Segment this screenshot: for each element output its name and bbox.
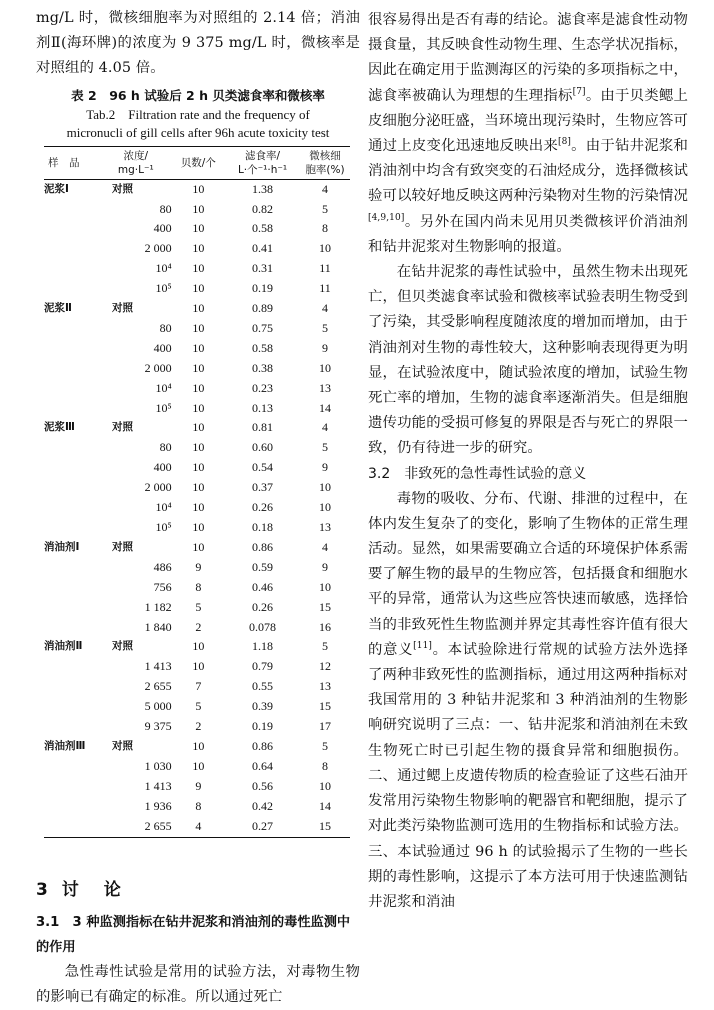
- table-row: [44, 677, 350, 697]
- micronucleus-rate-cell: 15: [319, 599, 332, 614]
- count-cell: 10: [192, 241, 205, 256]
- micronucleus-rate-cell: 16: [319, 619, 332, 634]
- micronucleus-rate-cell: 5: [322, 320, 329, 335]
- table-row: [44, 757, 350, 777]
- table-row: [44, 618, 350, 638]
- citation: [11]: [413, 641, 433, 652]
- filtration-rate-cell: 0.64: [252, 758, 274, 773]
- micronucleus-rate-cell: 4: [322, 301, 329, 316]
- concentration-cell: 10⁵: [155, 400, 172, 415]
- filtration-rate-cell: 0.39: [252, 699, 274, 714]
- filtration-rate-cell: 0.86: [252, 539, 274, 554]
- table-row: [44, 737, 350, 757]
- concentration-cell: 2 655: [100, 817, 172, 837]
- concentration-cell: 756: [153, 579, 172, 594]
- count-cell: 10: [192, 360, 205, 375]
- group-cell: [44, 219, 100, 239]
- micronucleus-rate-cell: 13: [319, 380, 332, 395]
- table-row: [44, 777, 350, 797]
- count-cell: 10: [192, 221, 205, 236]
- group-cell: [44, 379, 100, 399]
- micronucleus-rate-cell: 8: [322, 758, 329, 773]
- header-sample: 样 品: [44, 146, 100, 179]
- table-body: [44, 179, 350, 837]
- concentration-cell: 1 413: [144, 659, 172, 674]
- count-cell: 5: [195, 699, 202, 714]
- concentration-cell: 80: [159, 201, 172, 216]
- filtration-rate-cell: 0.23: [252, 380, 274, 395]
- table-title-cn: 表 2 96 h 试验后 2 h 贝类滤食率和微核率: [71, 87, 325, 103]
- group-cell: [44, 259, 100, 279]
- group-cell: [44, 618, 100, 638]
- micronucleus-rate-cell: 9: [322, 559, 329, 574]
- group-cell: [44, 817, 100, 837]
- concentration-cell: 80: [159, 440, 172, 455]
- table-row: [44, 299, 350, 319]
- table-row: [44, 458, 350, 478]
- group-cell: [44, 717, 100, 737]
- group-cell: 消油剂Ⅲ: [44, 739, 86, 752]
- micronucleus-rate-cell: 5: [322, 201, 329, 216]
- filtration-rate-cell: 0.42: [252, 798, 274, 813]
- group-cell: [44, 399, 100, 419]
- filtration-rate-cell: 0.38: [252, 360, 274, 375]
- micronucleus-rate-cell: 10: [319, 241, 332, 256]
- group-cell: 泥浆Ⅱ: [44, 302, 72, 315]
- micronucleus-rate-cell: 10: [319, 500, 332, 515]
- micronucleus-rate-cell: 11: [319, 281, 331, 296]
- count-cell: 10: [192, 738, 205, 753]
- table-title-en-line1: Tab.2 Filtration rate and the frequency of: [86, 106, 310, 122]
- count-cell: 10: [192, 440, 205, 455]
- filtration-rate-cell: 0.19: [252, 281, 274, 296]
- table-row: [44, 259, 350, 279]
- filtration-rate-cell: 0.58: [252, 221, 274, 236]
- subsection-3-1-title: 3.1 3 种监测指标在钻井泥浆和消油剂的毒性监测中的作用: [36, 914, 351, 955]
- micronucleus-rate-cell: 10: [319, 360, 332, 375]
- filtration-rate-cell: 0.81: [252, 420, 274, 435]
- micronucleus-rate-cell: 4: [322, 420, 329, 435]
- count-cell: 10: [192, 500, 205, 515]
- group-cell: [44, 498, 100, 518]
- concentration-cell: 400: [153, 340, 172, 355]
- count-cell: 10: [192, 480, 205, 495]
- count-cell: 10: [192, 320, 205, 335]
- count-cell: 8: [195, 579, 202, 594]
- concentration-cell: 5 000: [144, 699, 172, 714]
- micronucleus-rate-cell: 9: [322, 340, 329, 355]
- filtration-rate-cell: 0.19: [252, 719, 274, 734]
- citation: [7]: [572, 86, 586, 97]
- group-cell: [44, 200, 100, 220]
- micronucleus-rate-cell: 13: [319, 520, 332, 535]
- subsection-3-2-title: 3.2 非致死的急性毒性试验的意义: [368, 465, 587, 482]
- table-row: [44, 657, 350, 677]
- count-cell: 2: [195, 719, 202, 734]
- header-count: 贝数/个: [172, 146, 225, 179]
- filtration-rate-cell: 0.58: [252, 340, 274, 355]
- group-cell: [44, 797, 100, 817]
- table-row: [44, 498, 350, 518]
- paragraph-3-1: 急性毒性试验是常用的试验方法，对毒物生物的影响已有确定的标准。所以通过死亡: [36, 963, 360, 1005]
- micronucleus-rate-cell: 10: [319, 778, 332, 793]
- concentration-cell: 1 936: [144, 798, 172, 813]
- citation: [8]: [558, 137, 572, 148]
- filtration-rate-cell: 0.75: [252, 320, 274, 335]
- concentration-cell: 对照: [111, 640, 133, 653]
- concentration-cell: 1 182: [144, 599, 172, 614]
- concentration-cell: 9 375: [144, 719, 172, 734]
- concentration-cell: 2 000: [144, 360, 172, 375]
- table-row: [44, 379, 350, 399]
- filtration-rate-cell: 0.26: [252, 500, 274, 515]
- micronucleus-rate-cell: 5: [322, 738, 329, 753]
- filtration-rate-cell: 0.59: [252, 559, 274, 574]
- group-cell: [44, 598, 100, 618]
- micronucleus-rate-cell: 4: [322, 181, 329, 196]
- count-cell: 10: [192, 281, 205, 296]
- count-cell: 10: [192, 520, 205, 535]
- filtration-rate-cell: 0.89: [252, 301, 274, 316]
- micronucleus-rate-cell: 10: [319, 480, 332, 495]
- count-cell: 10: [192, 261, 205, 276]
- table-row: [44, 239, 350, 259]
- table-row: [44, 817, 350, 837]
- group-cell: [44, 438, 100, 458]
- micronucleus-rate-cell: 14: [319, 798, 332, 813]
- count-cell: 4: [172, 817, 225, 837]
- group-cell: [44, 279, 100, 299]
- group-cell: [44, 458, 100, 478]
- filtration-rate-cell: 0.82: [252, 201, 274, 216]
- micronucleus-rate-cell: 13: [319, 679, 332, 694]
- group-cell: [44, 677, 100, 697]
- micronucleus-rate-cell: 5: [322, 440, 329, 455]
- count-cell: 10: [192, 380, 205, 395]
- table-title-en-line2: micronucli of gill cells after 96h acute toxicity test: [66, 124, 330, 140]
- filtration-rate-cell: 0.46: [252, 579, 274, 594]
- table-row: [44, 797, 350, 817]
- concentration-cell: 10⁴: [155, 261, 172, 276]
- group-cell: [44, 657, 100, 677]
- count-cell: 10: [192, 539, 205, 554]
- group-cell: [44, 757, 100, 777]
- table-row: [44, 418, 350, 438]
- concentration-cell: 2 000: [144, 480, 172, 495]
- table-row: [44, 438, 350, 458]
- concentration-cell: 10⁴: [155, 500, 172, 515]
- count-cell: 8: [195, 798, 202, 813]
- filtration-rate-cell: 0.13: [252, 400, 274, 415]
- table-row: [44, 200, 350, 220]
- count-cell: 10: [192, 659, 205, 674]
- concentration-cell: 400: [153, 221, 172, 236]
- concentration-cell: 对照: [111, 739, 133, 752]
- micronucleus-rate-cell: 15: [300, 817, 350, 837]
- intro-paragraph: mg/L 时，微核细胞率为对照组的 2.14 倍；消油剂Ⅱ(海环牌)的浓度为 9 375 mg/L 时，微核率是对照组的 4.05 倍。: [36, 10, 360, 77]
- table-row: [44, 179, 350, 199]
- concentration-cell: 对照: [111, 421, 133, 434]
- micronucleus-rate-cell: 5: [322, 639, 329, 654]
- count-cell: 9: [195, 559, 202, 574]
- micronucleus-rate-cell: 11: [319, 261, 331, 276]
- group-cell: [44, 518, 100, 538]
- paragraph-right-2: 在钻井泥浆的毒性试验中，虽然生物未出现死亡，但贝类滤食率试验和微核率试验表明生物受到了污染，其受影响程度随浓度的增加而增加，由于消油剂对生物的毒性较大，这种影响表现得更为明显，在试验浓度中，随试验浓度的增加，试验生物死亡率的增加，生物的滤食率逐渐消失。但是细胞遗传功能的受损可修复的界限是否与死亡的界限一致，仍有待进一步的研究。: [368, 264, 688, 457]
- concentration-cell: 400: [153, 460, 172, 475]
- group-cell: 消油剂Ⅰ: [44, 540, 80, 553]
- citation: [4,9,10]: [368, 212, 405, 223]
- group-cell: 泥浆Ⅲ: [44, 421, 75, 434]
- concentration-cell: 2 000: [144, 241, 172, 256]
- concentration-cell: 1 840: [144, 619, 172, 634]
- count-cell: 10: [192, 340, 205, 355]
- header-micronucleus-rate: 微核细 胞率(%): [300, 146, 350, 179]
- table-row: [44, 558, 350, 578]
- count-cell: 10: [192, 460, 205, 475]
- table-row: [44, 478, 350, 498]
- count-cell: 10: [192, 301, 205, 316]
- micronucleus-rate-cell: 4: [322, 539, 329, 554]
- concentration-cell: 2 655: [144, 679, 172, 694]
- paragraph-right-1: 很容易得出是否有毒的结论。滤食率是滤食性动物摄食量，其反映食性动物生理、生态学状况指标，因此在确定用于监测海区的污染的多项指标之中，滤食率被确认为理想的生理指标[7]。由于贝类鳃上皮细胞分泌旺盛，当环境出现污染时，生物应答可通过上皮变化迅速地反映出来[8]。由于钻井泥浆和消油剂中均含有致突变的石油烃成分，选择微核试验可以较好地反映这两种污染物对生物的污染情况[4,9,10]。另外在国内尚未见用贝类微核评价消油剂和钻井泥浆对生物影响的报道。: [368, 12, 688, 255]
- table-row: [44, 697, 350, 717]
- data-table: [44, 146, 350, 838]
- filtration-rate-cell: 0.54: [252, 460, 274, 475]
- concentration-cell: 486: [153, 559, 172, 574]
- micronucleus-rate-cell: 15: [319, 699, 332, 714]
- group-cell: [44, 339, 100, 359]
- concentration-cell: 80: [159, 320, 172, 335]
- count-cell: 9: [195, 778, 202, 793]
- count-cell: 10: [192, 420, 205, 435]
- group-cell: 泥浆Ⅰ: [44, 182, 69, 195]
- filtration-rate-cell: 0.41: [252, 241, 274, 256]
- count-cell: 10: [192, 639, 205, 654]
- micronucleus-rate-cell: 17: [319, 719, 332, 734]
- concentration-cell: 10⁴: [155, 380, 172, 395]
- table-header-row: [44, 146, 350, 179]
- concentration-cell: 对照: [111, 302, 133, 315]
- table-row: [44, 319, 350, 339]
- concentration-cell: 对照: [111, 182, 133, 195]
- filtration-rate-cell: 1.18: [252, 639, 274, 654]
- group-cell: 消油剂Ⅱ: [44, 640, 83, 653]
- table-row: [44, 359, 350, 379]
- filtration-rate-cell: 0.27: [225, 817, 300, 837]
- filtration-rate-cell: 0.79: [252, 659, 274, 674]
- concentration-cell: 10⁵: [155, 520, 172, 535]
- filtration-rate-cell: 0.60: [252, 440, 274, 455]
- filtration-rate-cell: 0.078: [249, 619, 277, 634]
- filtration-rate-cell: 0.18: [252, 520, 274, 535]
- right-column: [368, 0, 688, 915]
- count-cell: 10: [192, 201, 205, 216]
- table-row: [44, 279, 350, 299]
- micronucleus-rate-cell: 8: [322, 221, 329, 236]
- micronucleus-rate-cell: 12: [319, 659, 332, 674]
- table-row: [44, 339, 350, 359]
- concentration-cell: 1 030: [144, 758, 172, 773]
- group-cell: [44, 578, 100, 598]
- table-row: [44, 538, 350, 558]
- table-row: [44, 578, 350, 598]
- table-row: [44, 399, 350, 419]
- section-title: 3 讨 论: [36, 879, 125, 900]
- micronucleus-rate-cell: 9: [322, 460, 329, 475]
- table-row: [44, 717, 350, 737]
- filtration-rate-cell: 0.86: [252, 738, 274, 753]
- header-filtration-rate: 滤食率/ L·个⁻¹·h⁻¹: [225, 146, 300, 179]
- table-row: [44, 518, 350, 538]
- micronucleus-rate-cell: 14: [319, 400, 332, 415]
- table-row: [44, 219, 350, 239]
- filtration-rate-cell: 1.38: [252, 181, 274, 196]
- group-cell: [44, 359, 100, 379]
- concentration-cell: 对照: [111, 540, 133, 553]
- count-cell: 5: [195, 599, 202, 614]
- paragraph-right-3: 毒物的吸收、分布、代谢、排泄的过程中，在体内发生复杂了的变化，影响了生物体的正常生理活动。显然，如果需要确立合适的环境保护体系需要了解生物的最早的生物应答，包括摄食和细胞水平的异常，通常认为这些应答快速而敏感，选择恰当的非致死性生物监测并界定其毒性容许值有很大的意义[11]。本试验除进行常规的试验方法外选择了两种非致死性的监测指标，通过用这两种指标对我国常用的 3 种钻井泥浆和 3 种消油剂的生物影响研究说明了三点：一、钻井泥浆和消油剂在未致生物死亡时已引起生物的摄食异常和细胞损伤。二、通过鳃上皮遗传物质的检查验证了这些石油开发常用污染物生物影响的靶器官和靶细胞，提示了对此类污染物监测可选用的生物指标和试验方法。三、本试验通过 96 h 的试验揭示了生物的一些长期的毒性影响，这提示了本方法可用于快速监测钻井泥浆和消油: [368, 490, 688, 910]
- count-cell: 10: [192, 181, 205, 196]
- concentration-cell: 10⁵: [155, 281, 172, 296]
- group-cell: [44, 478, 100, 498]
- concentration-cell: 1 413: [144, 778, 172, 793]
- filtration-rate-cell: 0.31: [252, 261, 274, 276]
- count-cell: 10: [192, 758, 205, 773]
- filtration-rate-cell: 0.56: [252, 778, 274, 793]
- group-cell: [44, 319, 100, 339]
- group-cell: [44, 777, 100, 797]
- count-cell: 10: [192, 400, 205, 415]
- group-cell: [44, 558, 100, 578]
- group-cell: [44, 697, 100, 717]
- filtration-rate-cell: 0.37: [252, 480, 274, 495]
- count-cell: 7: [195, 679, 202, 694]
- count-cell: 2: [195, 619, 202, 634]
- table-row: [44, 598, 350, 618]
- left-column: [36, 0, 360, 1010]
- micronucleus-rate-cell: 10: [319, 579, 332, 594]
- filtration-rate-cell: 0.55: [252, 679, 274, 694]
- table-row: [44, 637, 350, 657]
- header-concentration: 浓度/ mg·L⁻¹: [100, 146, 172, 179]
- filtration-rate-cell: 0.26: [252, 599, 274, 614]
- group-cell: [44, 239, 100, 259]
